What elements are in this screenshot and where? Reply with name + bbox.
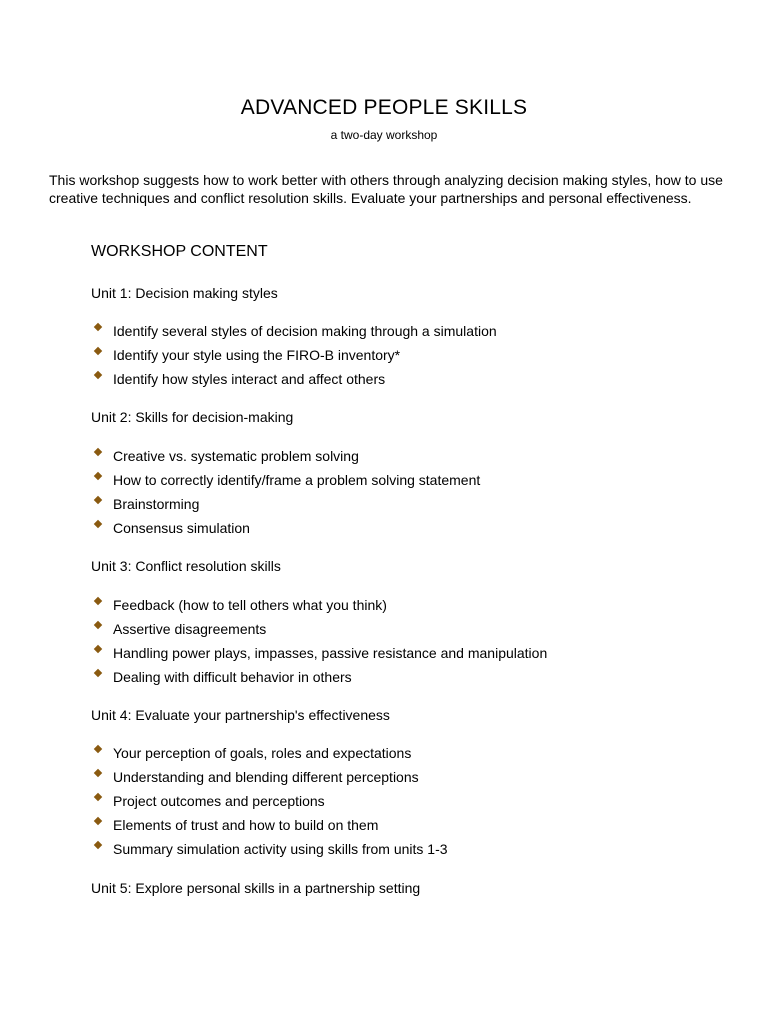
- list-item-text: Assertive disagreements: [113, 621, 267, 637]
- bullet-list: [91, 322, 497, 394]
- diamond-icon: [94, 621, 102, 629]
- bullet-list: [91, 447, 480, 543]
- diamond-icon: [94, 645, 102, 653]
- list-item-text: Project outcomes and perceptions: [113, 793, 325, 809]
- list-item: [91, 596, 547, 620]
- list-item-text: Consensus simulation: [113, 520, 250, 536]
- unit-title: Unit 1: Decision making styles: [91, 285, 278, 301]
- list-item: [91, 644, 547, 668]
- list-item-text: Handling power plays, impasses, passive resistance and manipulation: [113, 645, 548, 661]
- list-item: [91, 519, 480, 543]
- section-heading: WORKSHOP CONTENT: [91, 243, 268, 260]
- list-item: [91, 744, 448, 768]
- diamond-icon: [94, 769, 102, 777]
- list-item-text: Summary simulation activity using skills from units 1-3: [113, 841, 448, 857]
- list-item: [91, 495, 480, 519]
- diamond-icon: [94, 347, 102, 355]
- list-item-text: Identify several styles of decision making through a simulation: [113, 323, 497, 339]
- unit-title: Unit 2: Skills for decision-making: [91, 409, 294, 425]
- list-item: [91, 620, 547, 644]
- diamond-icon: [94, 496, 102, 504]
- list-item: [91, 792, 448, 816]
- list-item-text: Identify how styles interact and affect others: [113, 371, 386, 387]
- diamond-icon: [94, 817, 102, 825]
- unit-title: Unit 3: Conflict resolution skills: [91, 558, 281, 574]
- list-item-text: Brainstorming: [113, 496, 200, 512]
- list-item-text: Understanding and blending different perceptions: [113, 769, 419, 785]
- list-item: [91, 322, 497, 346]
- diamond-icon: [94, 669, 102, 677]
- list-item: [91, 768, 448, 792]
- bullet-list: [91, 744, 448, 864]
- list-item-text: Dealing with difficult behavior in others: [113, 669, 352, 685]
- diamond-icon: [94, 745, 102, 753]
- list-item-text: Creative vs. systematic problem solving: [113, 448, 359, 464]
- list-item-text: Feedback (how to tell others what you think): [113, 597, 387, 613]
- diamond-icon: [94, 448, 102, 456]
- list-item-text: Your perception of goals, roles and expectations: [113, 745, 412, 761]
- unit-title: Unit 4: Evaluate your partnership's effectiveness: [91, 707, 390, 723]
- list-item-text: How to correctly identify/frame a problem solving statement: [113, 472, 481, 488]
- bullet-list: [91, 596, 547, 692]
- list-item: [91, 447, 480, 471]
- list-item: [91, 471, 480, 495]
- diamond-icon: [94, 472, 102, 480]
- unit-title: Unit 5: Explore personal skills in a partnership setting: [91, 880, 421, 896]
- list-item: [91, 346, 497, 370]
- list-item: [91, 840, 448, 864]
- diamond-icon: [94, 323, 102, 331]
- list-item-text: Elements of trust and how to build on them: [113, 817, 379, 833]
- list-item: [91, 816, 448, 840]
- diamond-icon: [94, 597, 102, 605]
- list-item: [91, 668, 547, 692]
- list-item: [91, 370, 497, 394]
- diamond-icon: [94, 520, 102, 528]
- list-item-text: Identify your style using the FIRO-B inventory*: [113, 347, 401, 363]
- diamond-icon: [94, 793, 102, 801]
- diamond-icon: [94, 841, 102, 849]
- page-title: ADVANCED PEOPLE SKILLS: [240, 96, 528, 119]
- diamond-icon: [94, 371, 102, 379]
- page-subtitle: a two-day workshop: [330, 128, 438, 142]
- intro-paragraph: This workshop suggests how to work better with others through analyzing decision making styles, how to use creative techniques and conflict resolution skills. Evaluate your partnerships and personal effectiveness.: [49, 172, 723, 206]
